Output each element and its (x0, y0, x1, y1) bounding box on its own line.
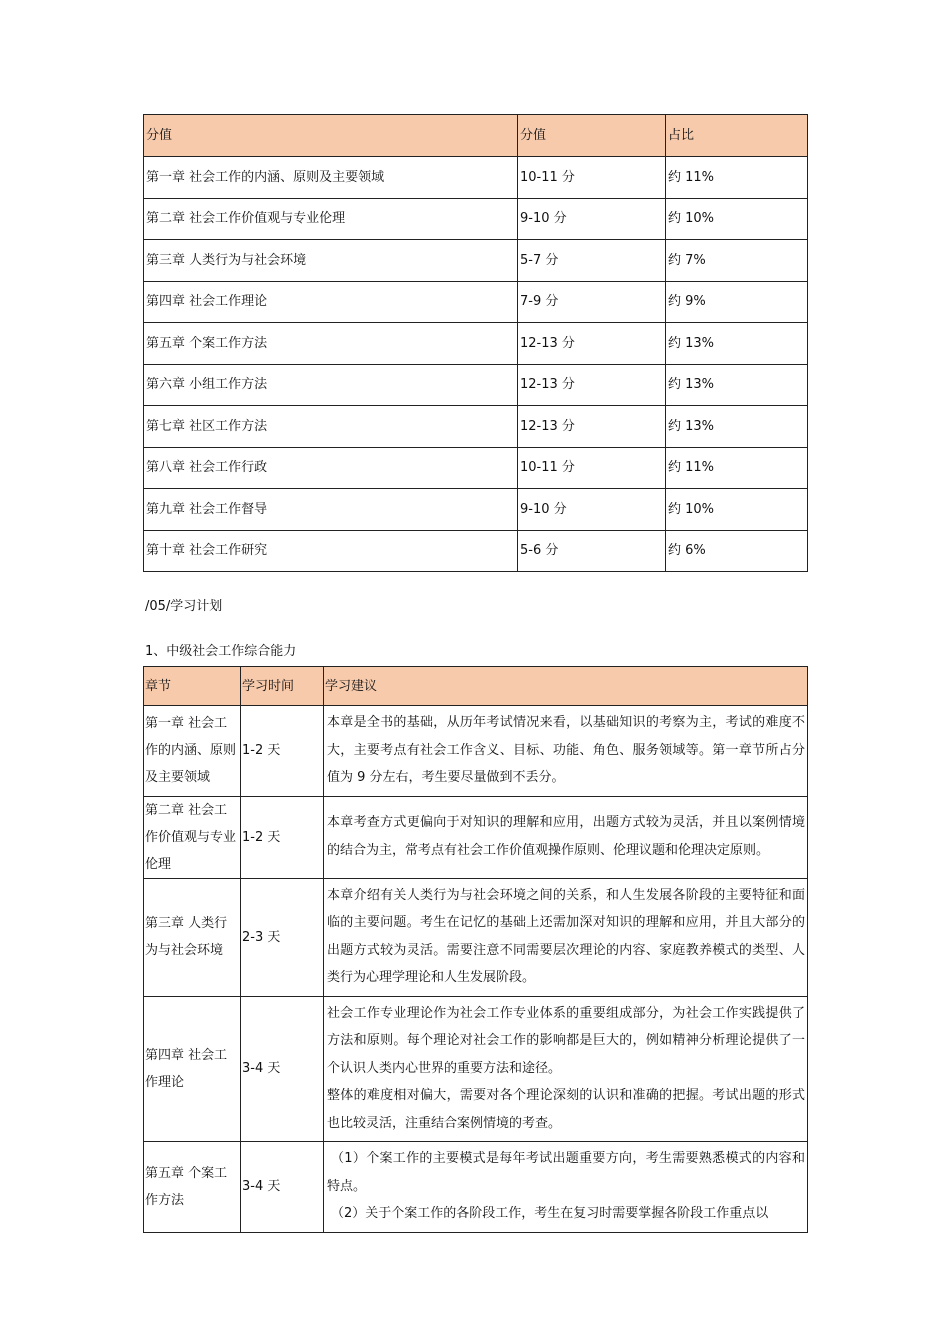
header-cell: 分值 (518, 115, 666, 157)
time-cell: 1-2 天 (241, 706, 324, 797)
score-cell: 12-13 分 (518, 323, 666, 365)
score-distribution-table (143, 114, 808, 572)
table-header-row (144, 667, 808, 706)
chapter-cell: 第五章 个案工作方法 (144, 1142, 241, 1233)
table-row (144, 996, 808, 1142)
advice-paragraph: 整体的难度相对偏大，需要对各个理论深刻的认识和准确的把握。考试出题的形式也比较灵活，注重结合案例情境的考查。 (327, 1088, 805, 1131)
table-row (144, 281, 808, 323)
table-row (144, 489, 808, 531)
time-cell: 3-4 天 (241, 996, 324, 1142)
ratio-cell: 约 13% (666, 406, 808, 448)
ratio-cell: 约 13% (666, 323, 808, 365)
table-row (144, 796, 808, 878)
chapter-cell: 第九章 社会工作督导 (144, 489, 518, 531)
advice-paragraph: 本章介绍有关人类行为与社会环境之间的关系，和人生发展各阶段的主要特征和面临的主要问题。考生在记忆的基础上还需加深对知识的理解和应用，并且大部分的出题方式较为灵活。需要注意不同需要层次理论的内容、家庭教养模式的类型、人类行为心理学理论和人生发展阶段。 (327, 887, 805, 985)
chapter-cell: 第七章 社区工作方法 (144, 406, 518, 448)
table-row (144, 447, 808, 489)
chapter-cell: 第三章 人类行为与社会环境 (144, 878, 241, 996)
time-cell: 3-4 天 (241, 1142, 324, 1233)
advice-paragraph: 本章考查方式更偏向于对知识的理解和应用，出题方式较为灵活，并且以案例情境的结合为主，常考点有社会工作价值观操作原则、伦理议题和伦理决定原则。 (327, 815, 805, 858)
ratio-cell: 约 11% (666, 157, 808, 199)
ratio-cell: 约 13% (666, 364, 808, 406)
chapter-cell: 第一章 社会工作的内涵、原则及主要领域 (144, 706, 241, 797)
header-cell: 学习时间 (241, 667, 324, 706)
section-title: /05/学习计划 (145, 599, 223, 614)
table-row (144, 878, 808, 996)
header-cell: 分值 (144, 115, 518, 157)
table-row (144, 364, 808, 406)
header-cell: 章节 (144, 667, 241, 706)
chapter-cell: 第二章 社会工作价值观与专业伦理 (144, 796, 241, 878)
advice-paragraph: 社会工作专业理论作为社会工作专业体系的重要组成部分，为社会工作实践提供了方法和原则。每个理论对社会工作的影响都是巨大的，例如精神分析理论提供了一个认识人类内心世界的重要方法和途径。 (327, 1005, 805, 1076)
advice-paragraph: （1）个案工作的主要模式是每年考试出题重要方向，考生需要熟悉模式的内容和特点。 (327, 1151, 805, 1194)
chapter-cell: 第四章 社会工作理论 (144, 281, 518, 323)
table-row (144, 406, 808, 448)
subsection-title: 1、中级社会工作综合能力 (145, 644, 297, 659)
table-row (144, 706, 808, 797)
advice-cell (324, 706, 808, 797)
score-cell: 9-10 分 (518, 489, 666, 531)
time-cell: 2-3 天 (241, 878, 324, 996)
score-cell: 7-9 分 (518, 281, 666, 323)
ratio-cell: 约 6% (666, 530, 808, 572)
score-cell: 9-10 分 (518, 198, 666, 240)
ratio-cell: 约 7% (666, 240, 808, 282)
table-row (144, 157, 808, 199)
ratio-cell: 约 9% (666, 281, 808, 323)
score-cell: 12-13 分 (518, 406, 666, 448)
chapter-cell: 第八章 社会工作行政 (144, 447, 518, 489)
ratio-cell: 约 10% (666, 489, 808, 531)
advice-cell (324, 796, 808, 878)
advice-cell (324, 996, 808, 1142)
score-cell: 5-7 分 (518, 240, 666, 282)
advice-paragraph: （2）关于个案工作的各阶段工作，考生在复习时需要掌握各阶段工作重点以 (331, 1206, 769, 1221)
advice-paragraph: 本章是全书的基础，从历年考试情况来看，以基础知识的考察为主，考试的难度不大，主要考点有社会工作含义、目标、功能、角色、服务领域等。第一章节所占分值为 9 分左右，考生要尽量做到不丢分。 (327, 715, 805, 785)
chapter-cell: 第六章 小组工作方法 (144, 364, 518, 406)
table-row (144, 323, 808, 365)
chapter-cell: 第一章 社会工作的内涵、原则及主要领域 (144, 157, 518, 199)
score-cell: 5-6 分 (518, 530, 666, 572)
table-row (144, 240, 808, 282)
table-row (144, 1142, 808, 1233)
chapter-cell: 第二章 社会工作价值观与专业伦理 (144, 198, 518, 240)
ratio-cell: 约 10% (666, 198, 808, 240)
score-cell: 10-11 分 (518, 447, 666, 489)
advice-cell (324, 1142, 808, 1233)
chapter-cell: 第五章 个案工作方法 (144, 323, 518, 365)
chapter-cell: 第四章 社会工作理论 (144, 996, 241, 1142)
table-row (144, 530, 808, 572)
ratio-cell: 约 11% (666, 447, 808, 489)
score-cell: 12-13 分 (518, 364, 666, 406)
table-header-row (144, 115, 808, 157)
header-cell: 学习建议 (324, 667, 808, 706)
header-cell: 占比 (666, 115, 808, 157)
study-plan-table (143, 666, 808, 1233)
advice-cell (324, 878, 808, 996)
time-cell: 1-2 天 (241, 796, 324, 878)
score-cell: 10-11 分 (518, 157, 666, 199)
chapter-cell: 第三章 人类行为与社会环境 (144, 240, 518, 282)
chapter-cell: 第十章 社会工作研究 (144, 530, 518, 572)
table-row (144, 198, 808, 240)
